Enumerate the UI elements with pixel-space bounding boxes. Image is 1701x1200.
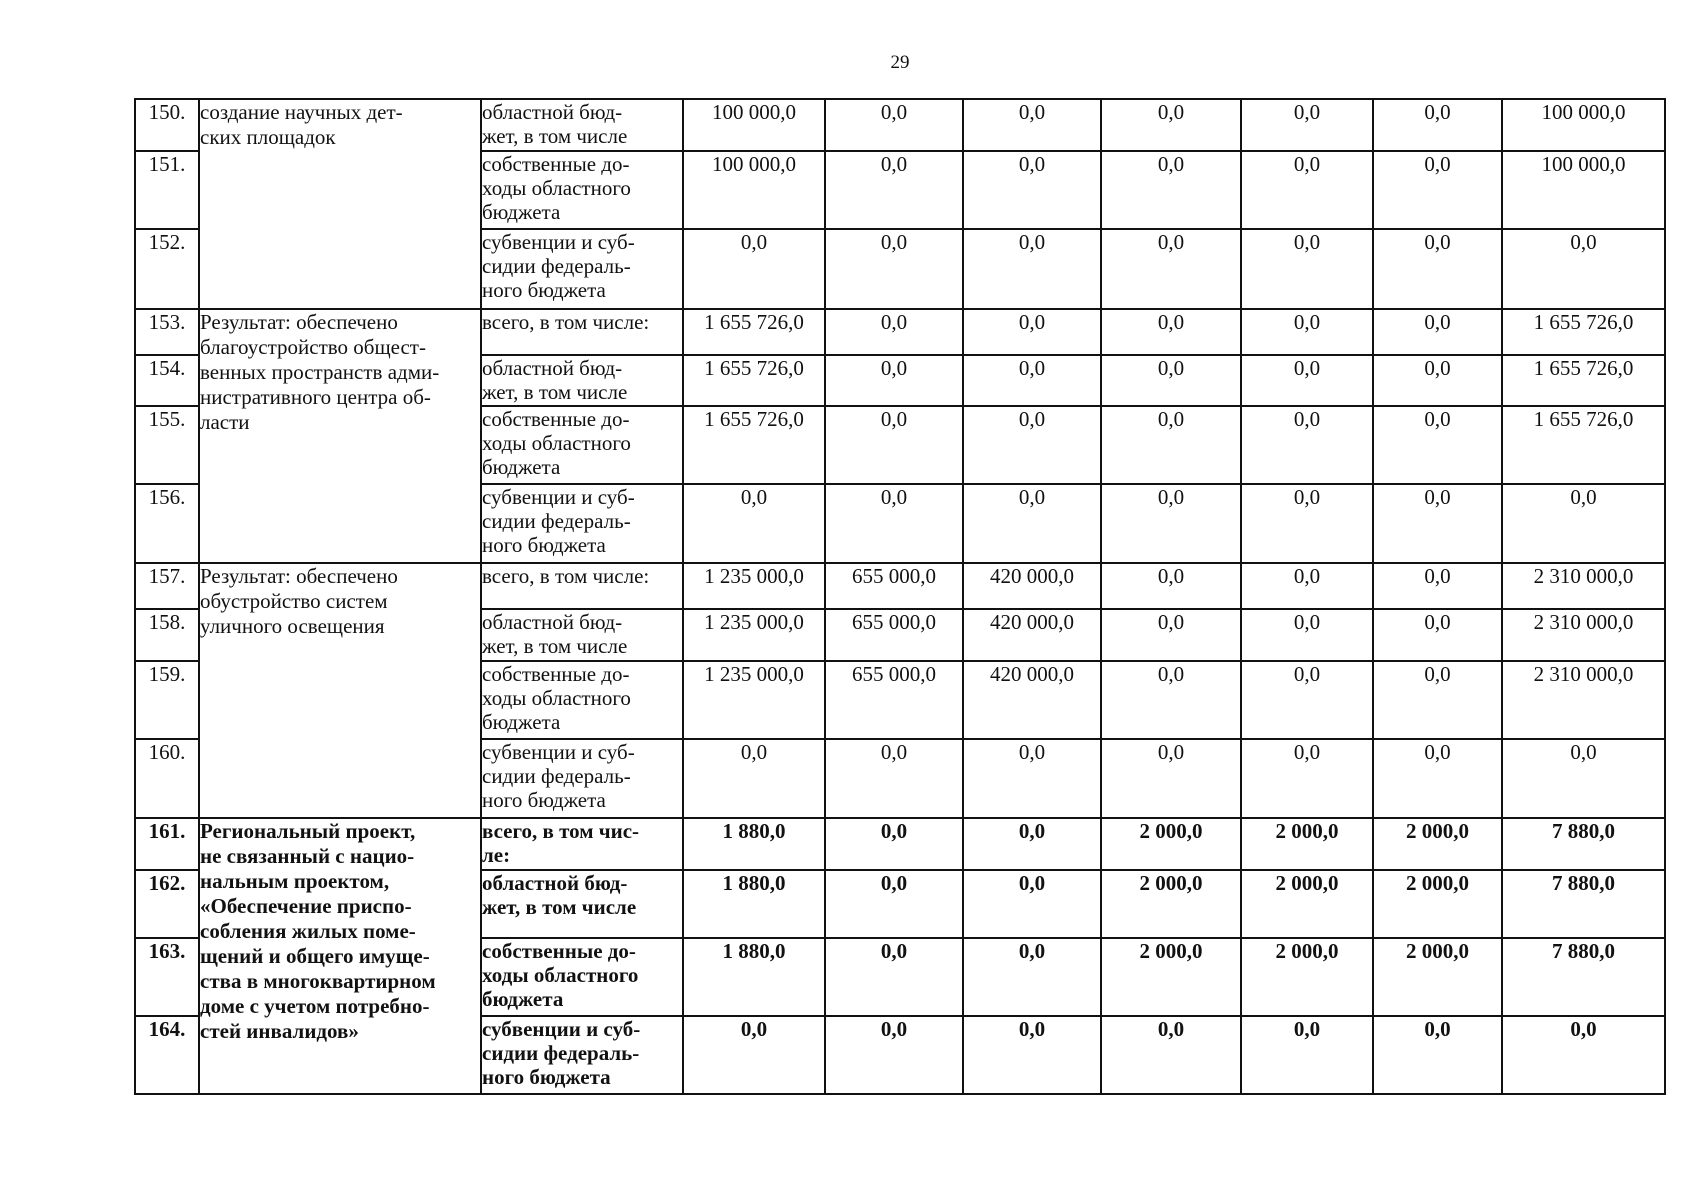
- year-value: 0,0: [825, 151, 963, 229]
- total-value: 1 655 726,0: [1502, 309, 1665, 355]
- year-value: 0,0: [1101, 406, 1241, 484]
- total-value: 7 880,0: [1502, 870, 1665, 938]
- year-value: 2 000,0: [1373, 938, 1502, 1016]
- funding-source: всего, в том числе:: [481, 563, 683, 609]
- row-number: 153.: [135, 309, 199, 355]
- year-value: 0,0: [963, 151, 1101, 229]
- year-value: 0,0: [683, 1016, 825, 1094]
- year-value: 2 000,0: [1241, 938, 1373, 1016]
- year-value: 0,0: [1101, 661, 1241, 739]
- year-value: 0,0: [1373, 151, 1502, 229]
- year-value: 655 000,0: [825, 609, 963, 661]
- row-number: 158.: [135, 609, 199, 661]
- year-value: 0,0: [1373, 229, 1502, 309]
- year-value: 0,0: [825, 99, 963, 151]
- year-value: 0,0: [963, 870, 1101, 938]
- year-value: 0,0: [825, 818, 963, 870]
- year-value: 0,0: [825, 739, 963, 818]
- year-value: 1 655 726,0: [683, 309, 825, 355]
- year-value: 0,0: [1241, 355, 1373, 406]
- total-value: 7 880,0: [1502, 818, 1665, 870]
- year-value: 0,0: [963, 484, 1101, 563]
- total-value: 0,0: [1502, 1016, 1665, 1094]
- year-value: 0,0: [1373, 484, 1502, 563]
- year-value: 0,0: [963, 229, 1101, 309]
- item-name: Результат: обеспечено обустройство систем уличного освещения: [199, 563, 481, 818]
- year-value: 2 000,0: [1241, 870, 1373, 938]
- year-value: 2 000,0: [1373, 818, 1502, 870]
- year-value: 0,0: [1101, 355, 1241, 406]
- row-number: 154.: [135, 355, 199, 406]
- funding-source: областной бюд- жет, в том числе: [481, 355, 683, 406]
- year-value: 0,0: [683, 739, 825, 818]
- funding-source: собственные до- ходы областного бюджета: [481, 406, 683, 484]
- year-value: 0,0: [1101, 484, 1241, 563]
- year-value: 0,0: [963, 355, 1101, 406]
- year-value: 100 000,0: [683, 99, 825, 151]
- year-value: 0,0: [825, 355, 963, 406]
- year-value: 0,0: [963, 739, 1101, 818]
- year-value: 0,0: [963, 818, 1101, 870]
- year-value: 0,0: [1373, 355, 1502, 406]
- funding-source: субвенции и суб- сидии федераль- ного бюджета: [481, 229, 683, 309]
- year-value: 0,0: [1373, 739, 1502, 818]
- year-value: 0,0: [1373, 309, 1502, 355]
- year-value: 1 235 000,0: [683, 563, 825, 609]
- row-number: 162.: [135, 870, 199, 938]
- year-value: 0,0: [1101, 563, 1241, 609]
- row-number: 161.: [135, 818, 199, 870]
- total-value: 7 880,0: [1502, 938, 1665, 1016]
- year-value: 0,0: [825, 870, 963, 938]
- funding-source: областной бюд- жет, в том числе: [481, 870, 683, 938]
- year-value: 0,0: [825, 309, 963, 355]
- funding-source: субвенции и суб- сидии федераль- ного бюджета: [481, 1016, 683, 1094]
- year-value: 0,0: [1101, 151, 1241, 229]
- year-value: 0,0: [683, 229, 825, 309]
- year-value: 420 000,0: [963, 661, 1101, 739]
- year-value: 420 000,0: [963, 609, 1101, 661]
- year-value: 0,0: [1241, 99, 1373, 151]
- year-value: 0,0: [1241, 309, 1373, 355]
- total-value: 1 655 726,0: [1502, 406, 1665, 484]
- total-value: 2 310 000,0: [1502, 661, 1665, 739]
- funding-source: областной бюд- жет, в том числе: [481, 609, 683, 661]
- funding-source: субвенции и суб- сидии федераль- ного бюджета: [481, 739, 683, 818]
- year-value: 0,0: [1241, 1016, 1373, 1094]
- year-value: 0,0: [963, 1016, 1101, 1094]
- table-row: [135, 563, 1665, 609]
- year-value: 2 000,0: [1241, 818, 1373, 870]
- year-value: 0,0: [1241, 406, 1373, 484]
- year-value: 0,0: [683, 484, 825, 563]
- year-value: 0,0: [1241, 609, 1373, 661]
- year-value: 420 000,0: [963, 563, 1101, 609]
- year-value: 655 000,0: [825, 661, 963, 739]
- table-row: [135, 818, 1665, 870]
- year-value: 0,0: [1373, 1016, 1502, 1094]
- item-name: создание научных дет- ских площадок: [199, 99, 481, 309]
- year-value: 0,0: [963, 938, 1101, 1016]
- year-value: 0,0: [1373, 609, 1502, 661]
- year-value: 1 880,0: [683, 938, 825, 1016]
- funding-source: собственные до- ходы областного бюджета: [481, 151, 683, 229]
- year-value: 0,0: [1241, 484, 1373, 563]
- row-number: 155.: [135, 406, 199, 484]
- row-number: 156.: [135, 484, 199, 563]
- total-value: 1 655 726,0: [1502, 355, 1665, 406]
- year-value: 1 655 726,0: [683, 355, 825, 406]
- funding-source: субвенции и суб- сидии федераль- ного бюджета: [481, 484, 683, 563]
- year-value: 0,0: [963, 309, 1101, 355]
- row-number: 163.: [135, 938, 199, 1016]
- page-number: 29: [890, 52, 910, 73]
- funding-source: всего, в том числе:: [481, 309, 683, 355]
- year-value: 0,0: [1101, 229, 1241, 309]
- year-value: 2 000,0: [1101, 938, 1241, 1016]
- funding-source: областной бюд- жет, в том числе: [481, 99, 683, 151]
- year-value: 1 235 000,0: [683, 609, 825, 661]
- row-number: 159.: [135, 661, 199, 739]
- total-value: 100 000,0: [1502, 99, 1665, 151]
- year-value: 0,0: [1241, 151, 1373, 229]
- year-value: 0,0: [825, 229, 963, 309]
- year-value: 0,0: [1373, 563, 1502, 609]
- year-value: 2 000,0: [1101, 818, 1241, 870]
- row-number: 151.: [135, 151, 199, 229]
- year-value: 0,0: [825, 938, 963, 1016]
- year-value: 1 880,0: [683, 870, 825, 938]
- budget-table: [134, 98, 1666, 1095]
- row-number: 160.: [135, 739, 199, 818]
- year-value: 0,0: [1101, 739, 1241, 818]
- total-value: 100 000,0: [1502, 151, 1665, 229]
- row-number: 164.: [135, 1016, 199, 1094]
- item-name: Результат: обеспечено благоустройство общест- венных пространств адми- нистративного центра об- ласти: [199, 309, 481, 563]
- row-number: 150.: [135, 99, 199, 151]
- year-value: 0,0: [963, 406, 1101, 484]
- total-value: 2 310 000,0: [1502, 563, 1665, 609]
- table-row: [135, 99, 1665, 151]
- year-value: 1 655 726,0: [683, 406, 825, 484]
- year-value: 0,0: [1101, 99, 1241, 151]
- year-value: 1 235 000,0: [683, 661, 825, 739]
- row-number: 157.: [135, 563, 199, 609]
- year-value: 0,0: [1373, 99, 1502, 151]
- year-value: 0,0: [1241, 661, 1373, 739]
- year-value: 100 000,0: [683, 151, 825, 229]
- year-value: 0,0: [825, 484, 963, 563]
- year-value: 0,0: [825, 1016, 963, 1094]
- year-value: 0,0: [1373, 406, 1502, 484]
- year-value: 2 000,0: [1101, 870, 1241, 938]
- year-value: 0,0: [825, 406, 963, 484]
- table-row: [135, 309, 1665, 355]
- total-value: 2 310 000,0: [1502, 609, 1665, 661]
- item-name: Региональный проект, не связанный с нацио- нальным проектом, «Обеспечение приспо- собления жилых поме- щений и общего имуще- ства в многоквартирном доме с учетом потребно- стей инвалидов»: [199, 818, 481, 1094]
- year-value: 0,0: [1101, 1016, 1241, 1094]
- funding-source: всего, в том чис- ле:: [481, 818, 683, 870]
- year-value: 0,0: [1241, 563, 1373, 609]
- year-value: 1 880,0: [683, 818, 825, 870]
- funding-source: собственные до- ходы областного бюджета: [481, 938, 683, 1016]
- total-value: 0,0: [1502, 739, 1665, 818]
- funding-source: собственные до- ходы областного бюджета: [481, 661, 683, 739]
- year-value: 0,0: [1241, 739, 1373, 818]
- total-value: 0,0: [1502, 229, 1665, 309]
- year-value: 0,0: [1241, 229, 1373, 309]
- year-value: 0,0: [1101, 609, 1241, 661]
- row-number: 152.: [135, 229, 199, 309]
- year-value: 0,0: [1373, 661, 1502, 739]
- total-value: 0,0: [1502, 484, 1665, 563]
- year-value: 0,0: [1101, 309, 1241, 355]
- year-value: 655 000,0: [825, 563, 963, 609]
- year-value: 0,0: [963, 99, 1101, 151]
- year-value: 2 000,0: [1373, 870, 1502, 938]
